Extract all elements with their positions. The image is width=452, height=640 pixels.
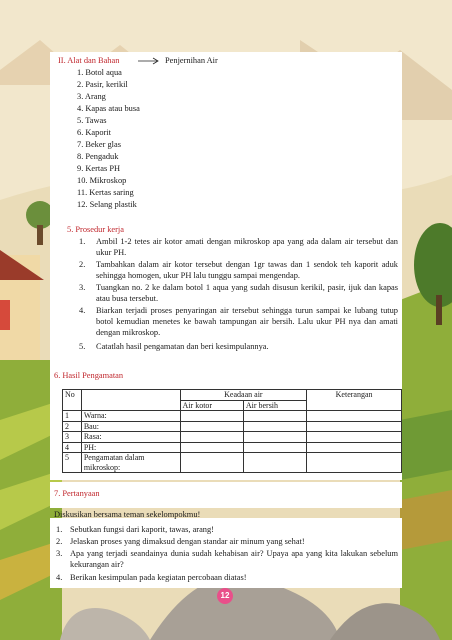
section-questions-heading: 7. Pertanyaan [54, 489, 100, 498]
list-item: 10. Mikroskop [77, 176, 127, 185]
table-row: 2 Bau: [63, 421, 402, 432]
list-item: 1. Botol aqua [77, 68, 122, 77]
arrow-right-icon [138, 57, 160, 65]
header-water-condition: Keadaan air [180, 390, 307, 401]
header-clean-water: Air bersih [243, 400, 306, 411]
section-procedure-heading: 5. Prosedur kerja [67, 225, 124, 234]
list-item: 9. Kertas PH [77, 164, 121, 173]
step-text: Catatlah hasil pengamatan dan beri kesimpulannya. [96, 342, 269, 351]
list-item: 6. Kaporit [77, 128, 111, 137]
list-item: 5. Tawas [77, 116, 107, 125]
question-number: 2. [56, 537, 63, 546]
list-item: 4. Kapas atau busa [77, 104, 140, 113]
list-item: 7. Beker glas [77, 140, 121, 149]
section-materials-heading: II. Alat dan Bahan [58, 56, 120, 65]
table-row: 1 Warna: [63, 411, 402, 422]
questions-intro: Diskusikan bersama teman sekelompokmu! [54, 510, 201, 519]
list-item: 11. Kertas saring [77, 188, 134, 197]
question-number: 3. [56, 549, 63, 558]
observation-table [62, 389, 402, 473]
list-item: 3. Arang [77, 92, 106, 101]
arrow-target-label: Penjernihan Air [165, 56, 218, 65]
step-text: Biarkan terjadi proses penyaringan air tersebut sehingga turun sampai ke lubang tutup botol kemudian menetes ke bawah tampungan air bersih. Lalu ukur PH nya dan amati dengan mikroskop. [96, 306, 398, 337]
list-item: 8. Pengaduk [77, 152, 119, 161]
question-text: Apa yang terjadi seandainya dunia sudah kehabisan air? Upaya apa yang kita lakukan sebelum kekurangan air? [70, 549, 398, 569]
header-notes: Keterangan [307, 390, 402, 411]
step-text: Tambahkan dalam air kotor tersebut dengan 1gr tawas dan 1 sendok teh kaporit aduk sehingga homogen, ukur PH lalu tunggu sampai mengendap. [96, 260, 398, 280]
list-item: 12. Selang plastik [77, 200, 137, 209]
step-number: 3. [79, 283, 86, 292]
panel-questions-heading [50, 482, 402, 508]
step-number: 5. [79, 342, 86, 351]
question-number: 1. [56, 525, 63, 534]
header-no: No [63, 390, 82, 411]
header-dirty-water: Air kotor [180, 400, 243, 411]
step-number: 1. [79, 237, 86, 246]
step-text: Tuangkan no. 2 ke dalam botol 1 aqua yang sudah disusun kerikil, pasir, ijuk dan kapas atau busa tersebut. [96, 283, 398, 303]
question-number: 4. [56, 573, 63, 582]
table-row: 4 PH: [63, 442, 402, 453]
question-text: Sebutkan fungsi dari kaporit, tawas, arang! [70, 525, 214, 534]
step-number: 2. [79, 260, 86, 269]
list-item: 2. Pasir, kerikil [77, 80, 128, 89]
table-row: 3 Rasa: [63, 432, 402, 443]
question-text: Jelaskan proses yang dimaksud dengan standar air minum yang sehat! [70, 537, 305, 546]
step-number: 4. [79, 306, 86, 315]
page-number-badge: 12 [217, 588, 233, 604]
section-results-heading: 6. Hasil Pengamatan [54, 371, 124, 380]
table-row: 5 Pengamatan dalam mikroskop: [63, 453, 402, 473]
step-text: Ambil 1-2 tetes air kotor amati dengan mikroskop apa yang ada dalam air tersebut dan ukur PH. [96, 237, 398, 257]
question-text: Berikan kesimpulan pada kegiatan percobaan diatas! [70, 573, 247, 582]
